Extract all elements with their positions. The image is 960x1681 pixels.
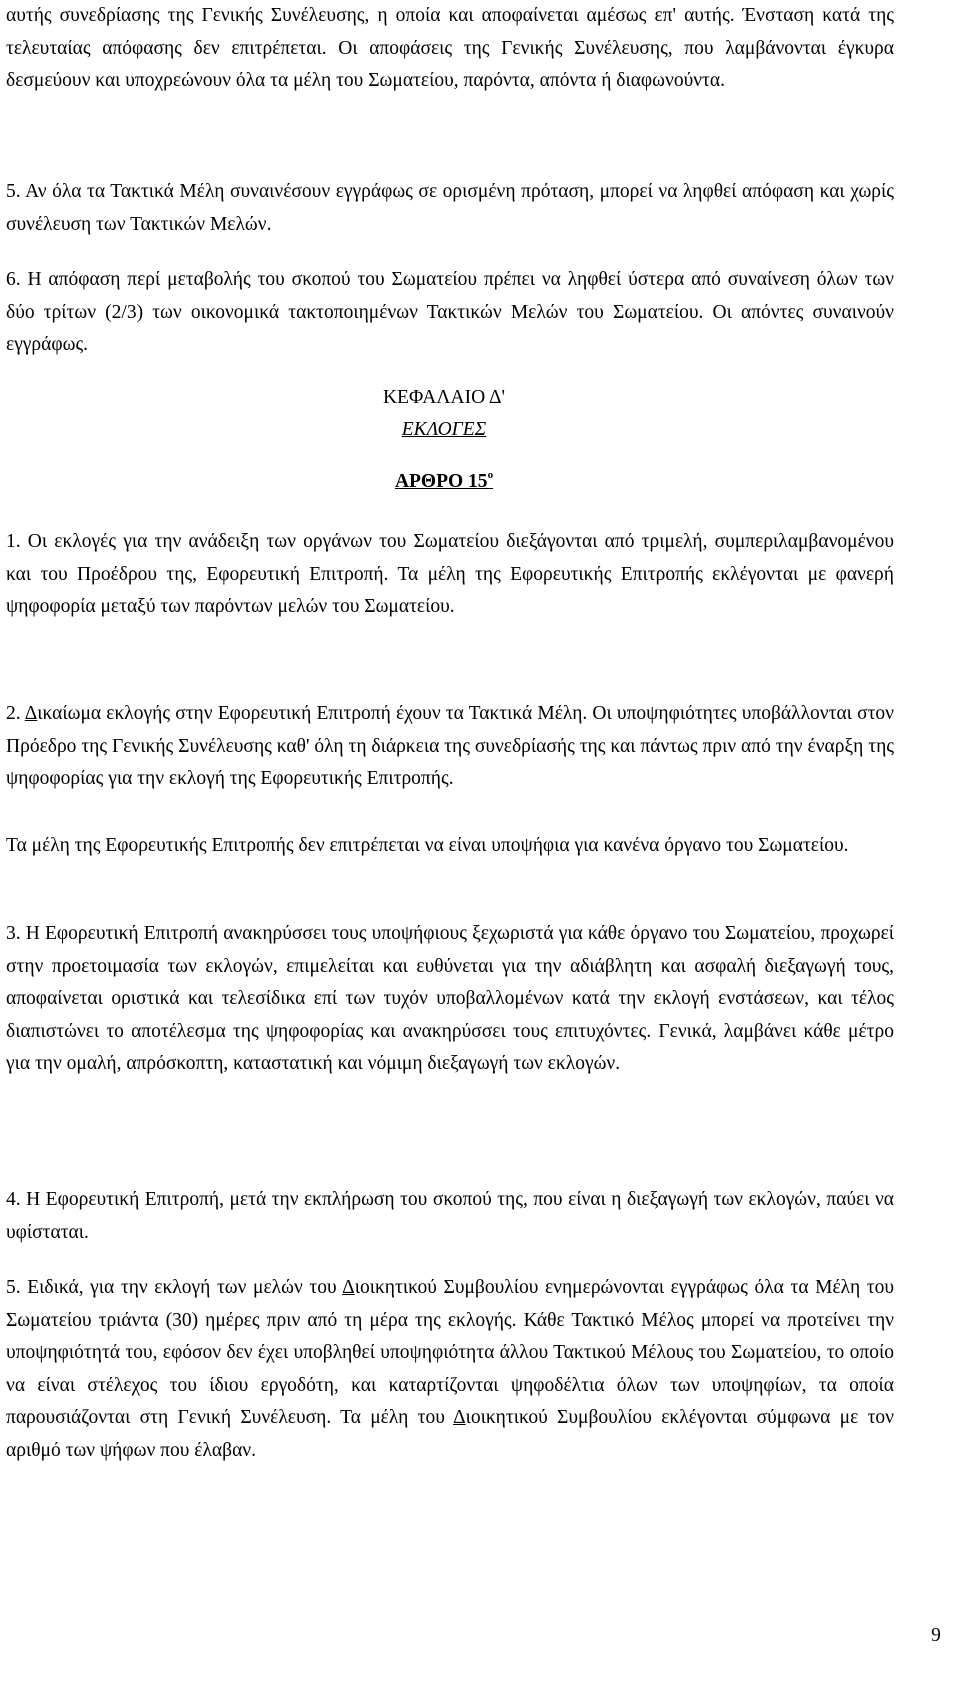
- paragraph-6: 6. Η απόφαση περί μεταβολής του σκοπού του Σωματείου πρέπει να ληφθεί ύστερα από συναίνεση όλων των δύο τρίτων (2/3) των οικονομικά τακτοποιημένων Τακτικών Μελών του Σωματείου. Οι απόντες συναινούν εγγράφως.: [6, 269, 894, 355]
- article-title-text: ΑΡΘΡΟ 15: [394, 471, 488, 492]
- paragraph-5-part-1: 5. Ειδικά, για την εκλογή των μελών του: [6, 1277, 343, 1298]
- article-15-paragraph-2b: Τα μέλη της Εφορευτικής Επιτροπής δεν επιτρέπεται να είναι υποψήφια για κανένα όργανο του Σωματείου.: [6, 835, 849, 856]
- article-15-paragraph-5: [6, 1272, 894, 1467]
- paragraph-5-part-2: ιοικητικού Συμβουλίου ενημερώνονται εγγράφως όλα τα Μέλη του Σωματείου τριάντα (30) ημέρες πριν από τη μέρα της εκλογής. Κάθε Τακτικό Μέλος μπορεί να προτείνει την υποψηφιότητά του, εφόσον δεν έχει υποβληθεί υποψηφιότητα άλλου Τακτικού Μέλους του Σωματείου, το οποίο να είναι στέλεχος του ίδιου εργοδότη, και καταρτίζονται ψηφοδέλτια όλων των υποψηφίων, τα οποία παρουσιάζονται στη Γενική Συνέλευση. Τα μέλη του: [6, 1277, 894, 1428]
- paragraph-2-text: ικαίωμα εκλογής στην Εφορευτική Επιτροπή έχουν τα Τακτικά Μέλη. Οι υποψηφιότητες υποβάλλονται στον Πρόεδρο της Γενικής Συνέλευσης καθ' όλη τη διάρκεια της συνεδρίασής της και πάντως πριν από την έναρξη της ψηφοφορίας για την εκλογή της Εφορευτικής Επιτροπής.: [6, 703, 894, 789]
- paragraph-2-underlined-letter: Δ: [24, 703, 38, 724]
- paragraph-intro: αυτής συνεδρίασης της Γενικής Συνέλευσης, η οποία και αποφαίνεται αμέσως επ' αυτής. Ένσταση κατά της τελευταίας απόφασης δεν επιτρέπεται. Οι αποφάσεις της Γενικής Συνέλευσης, που λαμβάνονται έγκυρα δεσμεύουν και υποχρεώνουν όλα τα μέλη του Σωματείου, παρόντα, απόντα ή διαφωνούντα.: [6, 5, 894, 91]
- article-15-paragraph-2: [6, 698, 894, 796]
- chapter-subtitle-text: ΕΚΛΟΓΕΣ: [401, 419, 487, 440]
- article-15-paragraph-4: 4. Η Εφορευτική Επιτροπή, μετά την εκπλήρωση του σκοπού της, που είναι η διεξαγωγή των εκλογών, παύει να υφίσταται.: [6, 1189, 894, 1243]
- article-superscript: ο: [487, 469, 494, 481]
- chapter-title: ΚΕΦΑΛΑΙΟ Δ': [382, 387, 506, 408]
- article-heading: [0, 466, 888, 499]
- chapter-subtitle: [0, 414, 888, 447]
- paragraph-5-underlined-letter-2: Δ: [453, 1407, 466, 1428]
- paragraph-5: 5. Αν όλα τα Τακτικά Μέλη συναινέσουν εγγράφως σε ορισμένη πρόταση, μπορεί να ληφθεί απόφαση και χωρίς συνέλευση των Τακτικών Μελών.: [6, 181, 894, 235]
- page-number: 9: [931, 1625, 941, 1646]
- article-title: [395, 471, 493, 492]
- paragraph-5-underlined-letter-1: Δ: [342, 1277, 355, 1298]
- article-15-paragraph-3: 3. Η Εφορευτική Επιτροπή ανακηρύσσει τους υποψήφιους ξεχωριστά για κάθε όργανο του Σωματείου, προχωρεί στην προετοιμασία των εκλογών, επιμελείται και ευθύνεται για την αδιάβλητη και ασφαλή διεξαγωγή τους, αποφαίνεται οριστικά και τελεσίδικα επί των τυχόν υποβαλλομένων κατά την εκλογή ενστάσεων, και τέλος διαπιστώνει το αποτέλεσμα της ψηφοφορίας και ανακηρύσσει τους επιτυχόντες. Γενικά, λαμβάνει κάθε μέτρο για την ομαλή, απρόσκοπτη, καταστατική και νόμιμη διεξαγωγή των εκλογών.: [6, 923, 894, 1074]
- paragraph-5-part-3: ιοικητικού Συμβουλίου εκλέγονται σύμφωνα με τον αριθμό των ψήφων που έλαβαν.: [6, 1407, 894, 1461]
- article-15-paragraph-1: 1. Οι εκλογές για την ανάδειξη των οργάνων του Σωματείου διεξάγονται από τριμελή, συμπεριλαμβανομένου και του Προέδρου της, Εφορευτική Επιτροπή. Τα μέλη της Εφορευτικής Επιτροπής εκλέγονται με φανερή ψηφοφορία μεταξύ των παρόντων μελών του Σωματείου.: [6, 531, 894, 617]
- paragraph-2-number: 2.: [6, 703, 25, 724]
